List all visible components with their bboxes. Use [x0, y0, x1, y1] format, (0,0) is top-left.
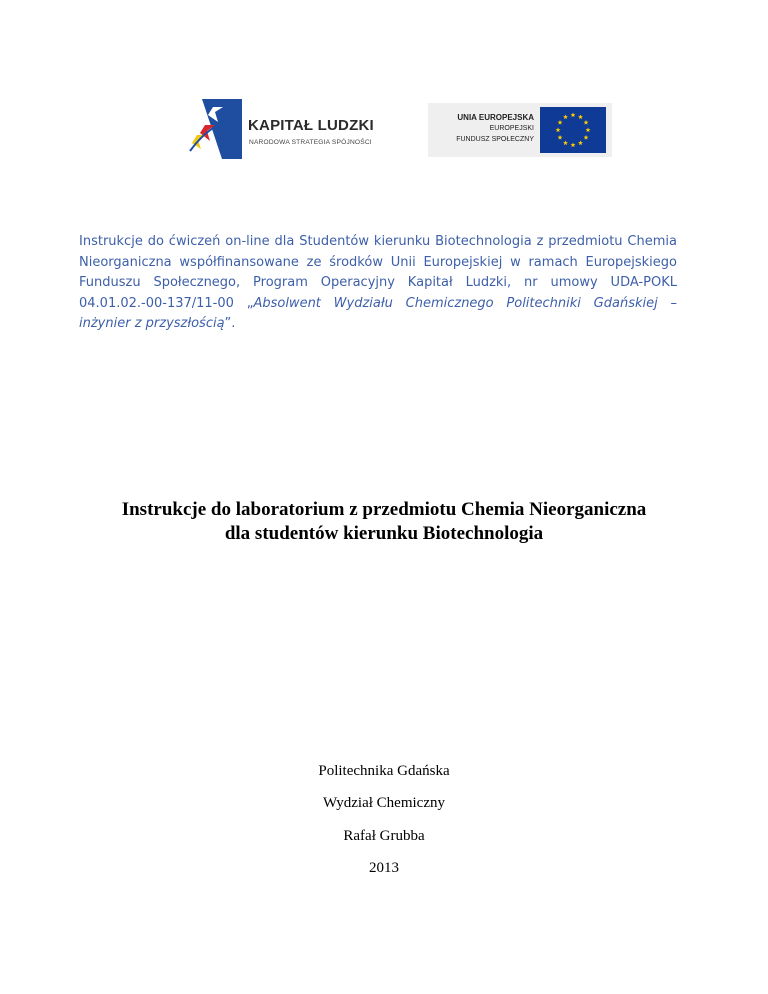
- funding-note-text: Instrukcje do ćwiczeń on-line dla Studentów kierunku Biotechnologia z przedmiotu Chemia Nieorganiczna współfinansowane ze środków Unii Europejskiej w ramach Europejskiego Funduszu Społecznego, Program Operacyjny Kapitał Ludzki, nr umowy UDA-POKL 04.01.02.-00-137/11-00: [79, 234, 677, 311]
- author-name: Rafał Grubba: [343, 828, 425, 844]
- funding-quote-close: ”.: [224, 316, 236, 331]
- eu-line-1: UNIA EUROPEJSKA: [457, 113, 534, 122]
- eu-line-3: FUNDUSZ SPOŁECZNY: [456, 136, 534, 143]
- eu-flag-icon: [540, 107, 606, 153]
- kapital-ludzki-logo: [186, 99, 416, 159]
- document-title-line-1: Instrukcje do laboratorium z przedmiotu Chemia Nieorganiczna: [121, 499, 647, 520]
- document-title-line-2: dla studentów kierunku Biotechnologia: [224, 523, 544, 544]
- eu-logo-text: [456, 112, 534, 145]
- faculty-name: Wydział Chemiczny: [323, 795, 445, 811]
- funding-quote-open: „: [246, 295, 254, 311]
- university-name: Politechnika Gdańska: [318, 763, 450, 779]
- eu-line-2: EUROPEJSKI: [489, 125, 534, 132]
- header-logos: [180, 95, 620, 165]
- kapital-ludzki-mark-icon: [186, 99, 242, 159]
- publication-year: 2013: [369, 860, 399, 876]
- kapital-ludzki-title: KAPITAŁ LUDZKI: [248, 117, 374, 134]
- funding-note: [79, 232, 677, 335]
- eu-logo: [428, 103, 612, 157]
- document-title: [40, 498, 728, 546]
- kapital-ludzki-subtitle: NARODOWA STRATEGIA SPÓJNOŚCI: [249, 139, 372, 146]
- project-title: Absolwent Wydziału Chemicznego Politechniki Gdańskiej – inżynier z przyszłością: [79, 295, 678, 331]
